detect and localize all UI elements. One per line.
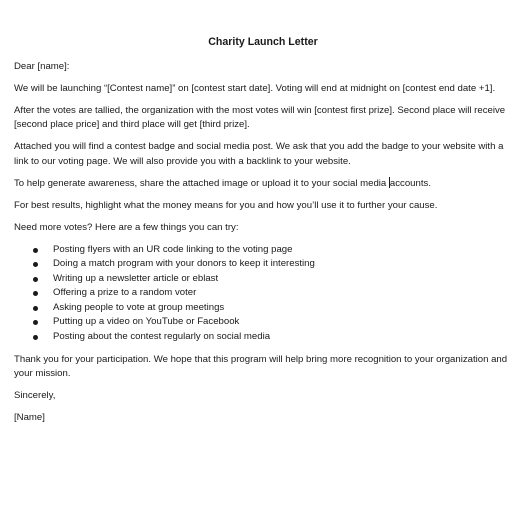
paragraph-badge: Attached you will find a contest badge and social media post. We ask that you add the badge to your website with a link to our voting page. We will also provide you with a backlink to your website. xyxy=(14,141,504,167)
bullet-icon xyxy=(33,262,38,267)
letter-title: Charity Launch Letter xyxy=(208,36,318,48)
list-item xyxy=(14,301,512,316)
list-item-text: Doing a match program with your donors to keep it interesting xyxy=(53,258,315,270)
list-item-text: Putting up a video on YouTube or Facebook xyxy=(53,316,240,328)
list-item-text: Asking people to vote at group meetings xyxy=(53,301,225,313)
list-item-text: Posting about the contest regularly on social media xyxy=(53,331,271,343)
paragraph-awareness xyxy=(14,177,512,192)
list-item-text: Posting flyers with an UR code linking to the voting page xyxy=(53,243,293,255)
tips-list xyxy=(14,243,512,345)
awareness-text-end: accounts. xyxy=(389,177,431,189)
list-item xyxy=(14,315,512,330)
list-item xyxy=(14,243,512,258)
list-item xyxy=(14,286,512,301)
bullet-icon xyxy=(33,306,38,311)
paragraph-best-results: For best results, highlight what the money means for you and how you’ll use it to further your cause. xyxy=(14,199,438,211)
paragraph-thanks: Thank you for your participation. We hope that this program will help bring more recognition to your organization and your mission. xyxy=(14,353,508,380)
list-item-text: Writing up a newsletter article or eblast xyxy=(53,272,219,284)
paragraph-votes-intro: Need more votes? Here are a few things you can try: xyxy=(14,221,239,233)
bullet-icon xyxy=(33,320,38,325)
closing: Sincerely, xyxy=(14,390,56,402)
bullet-icon xyxy=(33,335,38,340)
paragraph-launch: We will be launching “[Contest name]” on [contest start date]. Voting will end at midnight on [contest end date +1]. xyxy=(14,82,496,94)
letter-document xyxy=(14,35,512,433)
paragraph-prizes: After the votes are tallied, the organization with the most votes will win [contest first prize]. Second place will receive [second place price] and third place will get [third prize]. xyxy=(14,104,506,130)
list-item-text: Offering a prize to a random voter xyxy=(53,287,197,299)
awareness-text-start: To help generate awareness, share the attached image or upload it to your social media xyxy=(14,177,389,189)
list-item xyxy=(14,272,512,287)
bullet-icon xyxy=(33,291,38,296)
greeting: Dear [name]: xyxy=(14,60,70,72)
bullet-icon xyxy=(33,277,38,282)
list-item xyxy=(14,257,512,272)
bullet-icon xyxy=(33,248,38,253)
signature: [Name] xyxy=(14,412,45,424)
list-item xyxy=(14,330,512,345)
